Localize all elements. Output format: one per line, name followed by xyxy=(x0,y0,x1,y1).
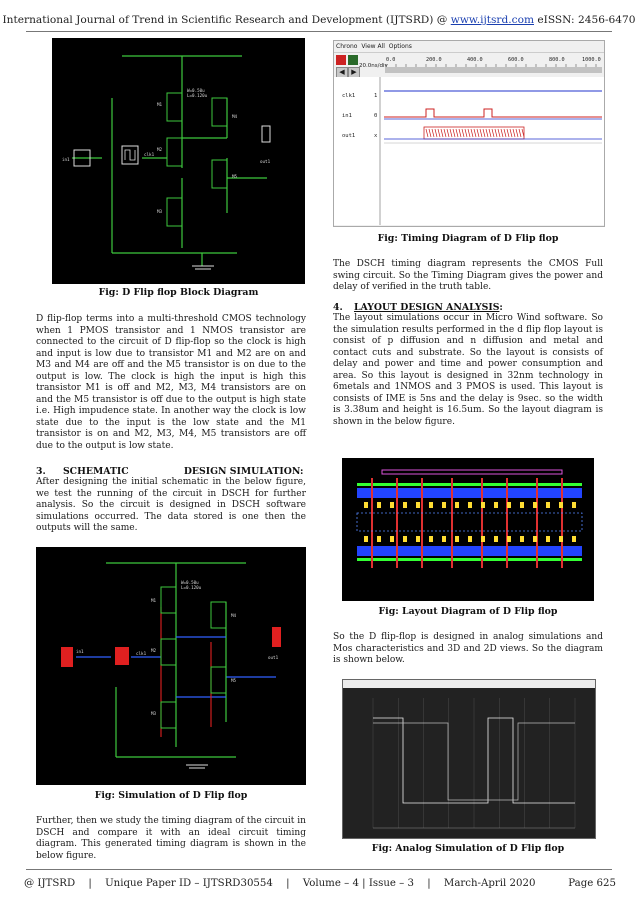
tick-0: 0.0 xyxy=(386,57,396,63)
level-clk1: 1 xyxy=(374,93,378,99)
header-link[interactable]: www.ijtsrd.com xyxy=(450,14,534,26)
mos-length-label: L=0.120u xyxy=(187,93,208,98)
analog-sim-titlebar xyxy=(343,680,595,688)
fig2-caption: Fig: Simulation of D Flip flop xyxy=(94,790,248,801)
sim-clk-label: clk1 xyxy=(136,651,147,656)
timing-menu-bar xyxy=(334,41,604,53)
m3-label: M3 xyxy=(157,209,163,214)
header-text: International Journal of Trend in Scientific Research and Development (IJTSRD) @ xyxy=(2,14,451,26)
paragraph-layout: The layout simulations occur in Micro Wind software. So the simulation results performed in the d flip flop layout is consist of p diffusion and n diffusion and metal and contact cuts and substrate. So the layout is consists of delay and power and time and power consumption and area. So this layout is designed in 32nm technology in 6metals and 1NMOS and 3 PMOS is used. This layout is consists of IME is 5ns and the delay is 9sec. so the width is 3.38um and height is 16.5um. So the layout diagram is shown in the below figure. xyxy=(333,313,603,427)
fig5-caption: Fig: Analog Simulation of D Flip flop xyxy=(371,843,565,854)
sim-m1-label: M1 xyxy=(151,598,157,603)
layout-figure xyxy=(342,458,594,601)
time-ruler xyxy=(384,53,602,75)
section-3-heading xyxy=(36,466,306,477)
header-rule xyxy=(26,31,612,32)
fig4-caption: Fig: Layout Diagram of D Flip flop xyxy=(378,606,558,617)
layout-drawing xyxy=(342,458,594,601)
paragraph-analog: So the D flip-flop is designed in analog simulations and Mos characteristics and 3D and 2D views. So the diagram is shown below. xyxy=(333,632,603,665)
footer-rule xyxy=(26,869,612,870)
mos-size-label: W=0.50u xyxy=(187,88,205,93)
paragraph-timing-result: The DSCH timing diagram represents the CMOS Full swing circuit. So the Timing Diagram gives the power and delay of verified in the truth table. xyxy=(333,259,603,292)
out-label: out1 xyxy=(260,159,271,164)
record-icon[interactable] xyxy=(336,55,346,65)
sim-mos-length-label: L=0.120u xyxy=(181,585,202,590)
m2-label: M2 xyxy=(157,147,163,152)
fig1-caption: Fig: D Flip flop Block Diagram xyxy=(98,287,259,298)
sim-m5-label: M5 xyxy=(231,678,237,683)
m1-label: M1 xyxy=(157,102,163,107)
section-4-heading xyxy=(333,302,603,313)
header-issn: eISSN: 2456-6470 xyxy=(534,14,636,26)
sim-m4-label: M4 xyxy=(231,613,237,618)
simulation-figure xyxy=(36,547,306,785)
paragraph-flipflop-operation: D flip-flop terms into a multi-threshold CMOS technology when 1 PMOS transistor and 1 NMOS transistor are connected to the circuit of D flip-flop so the clock is high and input is low due to transistor M1 and M2 are on and M3 and M4 are off and the M5 transistor is on due to the output is low. The clock is high the input is high this transistor M1 is off and M2, M3, M4 transistors are on and the M5 transistor is off due to the output is high state i.e. High impudence state. In another way the clock is low state due to the input is the low state and the M1 transistor is on and M2, M3, M4, M5 transistors are off due to the output is low state. xyxy=(36,314,306,451)
signal-in1: in1 xyxy=(342,113,352,119)
menu-chrono[interactable]: Chrono xyxy=(336,43,358,50)
time-per-div: 20.0ns/div xyxy=(359,63,388,69)
running-header xyxy=(0,14,638,26)
play-icon[interactable] xyxy=(348,55,358,65)
block-diagram-figure xyxy=(52,38,305,284)
level-in1: 0 xyxy=(374,113,378,119)
sim-m2-label: M2 xyxy=(151,648,157,653)
footer-paper-id: Unique Paper ID – IJTSRD30554 xyxy=(105,878,273,889)
footer-page: Page 625 xyxy=(568,878,616,889)
menu-view-all[interactable]: View All xyxy=(361,43,385,50)
section-4-title: LAYOUT DESIGN ANALYSIS xyxy=(353,302,500,313)
fig3-caption: Fig: Timing Diagram of D Flip flop xyxy=(377,233,559,244)
section-4-colon: : xyxy=(499,302,503,313)
sim-mos-size-label: W=0.50u xyxy=(181,580,199,585)
sim-m3-label: M3 xyxy=(151,711,157,716)
signal-clk1: clk1 xyxy=(342,93,356,99)
tick-400: 400.0 xyxy=(467,57,483,63)
page-footer: @ IJTSRD | Unique Paper ID – IJTSRD30554 | Volume – 4 | Issue – 3 | March-April 2020 Page 625 xyxy=(24,878,616,889)
analog-sim-figure xyxy=(342,679,596,839)
tick-1000: 1000.0 xyxy=(582,57,601,63)
clk-label: clk1 xyxy=(144,152,155,157)
in-label: in1 xyxy=(62,157,70,162)
block-diagram-schematic xyxy=(52,38,305,284)
waveform-area xyxy=(334,77,604,225)
tick-800: 800.0 xyxy=(549,57,565,63)
analog-waveform xyxy=(343,688,595,838)
simulation-schematic xyxy=(36,547,306,785)
section-3-title-part2: DESIGN SIMULATION: xyxy=(183,466,304,477)
paragraph-timing-intro: Further, then we study the timing diagram of the circuit in DSCH and compare it with an ideal circuit timing diagram. This generated timing diagram is shown in the below figure. xyxy=(36,816,306,861)
section-4-number: 4. xyxy=(333,302,343,313)
timing-diagram-window xyxy=(333,40,605,227)
sim-in-label: in1 xyxy=(76,649,84,654)
m5-label: M5 xyxy=(232,174,238,179)
menu-options[interactable]: Options xyxy=(388,43,412,50)
level-out1: x xyxy=(374,133,378,139)
footer-journal: @ IJTSRD xyxy=(24,878,76,889)
paragraph-schematic: After designing the initial schematic in the below figure, we test the running of the circuit in DSCH for further analysis. So the circuit is designed in DSCH software simulations occurred. The data stored is one then the outputs will the same. xyxy=(36,477,306,533)
footer-volume: Volume – 4 | Issue – 3 xyxy=(302,878,414,889)
zoom-out-icon[interactable]: ◀ xyxy=(336,67,348,78)
section-3-title-part1: SCHEMATIC xyxy=(62,466,129,477)
signal-out1: out1 xyxy=(342,133,356,139)
footer-date: March-April 2020 xyxy=(443,878,536,889)
section-3-number: 3. xyxy=(36,466,46,477)
waveform-plot xyxy=(334,77,604,225)
zoom-in-icon[interactable]: ▶ xyxy=(348,67,360,78)
tick-200: 200.0 xyxy=(426,57,442,63)
tick-600: 600.0 xyxy=(508,57,524,63)
m4-label: M4 xyxy=(232,114,238,119)
sim-out-label: out1 xyxy=(268,655,279,660)
